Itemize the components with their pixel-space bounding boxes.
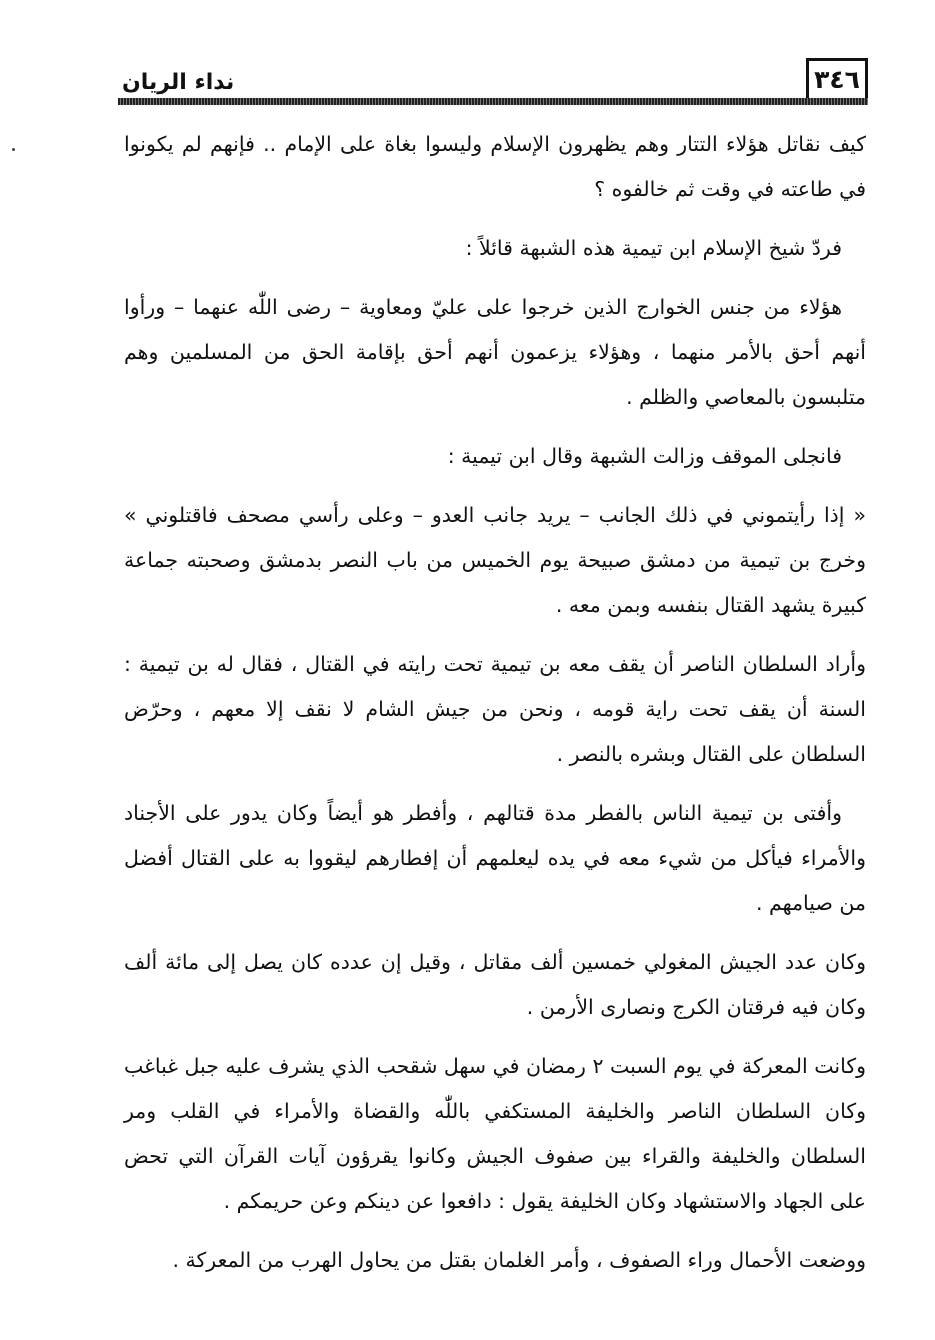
paragraph-doubt-cleared: فانجلى الموقف وزالت الشبهة وقال ابن تيمية :: [447, 444, 842, 468]
paragraph-question: كيف نقاتل هؤلاء التتار وهم يظهرون الإسلام وليسوا بغاة على الإمام .. فإنهم لم يكونوا في طاعته في وقت ثم خالفوه ؟: [124, 132, 866, 201]
scan-speck: [12, 148, 15, 151]
running-title: نداء الريان: [122, 70, 235, 95]
page-body: [124, 122, 866, 1297]
paragraph-baggage: ووضعت الأحمال وراء الصفوف ، وأمر الغلمان بقتل من يحاول الهرب من المعركة .: [172, 1248, 866, 1272]
header-rule: [118, 98, 868, 105]
page-number: ٣٤٦: [806, 58, 868, 98]
paragraph-sultan-banner: وأراد السلطان الناصر أن يقف معه بن تيمية تحت رايته في القتال ، فقال له بن تيمية : السنة أن يقف تحت راية قومه ، ونحن من جيش الشام لا نقف إلا معهم ، وحرّض السلطان على القتال وبشره بالنصر .: [124, 652, 866, 766]
paragraph-battle: وكانت المعركة في يوم السبت ٢ رمضان في سهل شقحب الذي يشرف عليه جبل غباغب وكان السلطان الناصر والخليفة المستكفي باللّٰه والقضاة والأمراء في القلب ومر السلطان والخليفة والقراء بين صفوف الجيش وكانوا يقرؤون آيات القرآن التي تحض على الجهاد والاستشهاد وكان الخليفة يقول : دافعوا عن دينكم وعن حريمكم .: [124, 1054, 866, 1213]
paragraph-quote: « إذا رأيتموني في ذلك الجانب – يريد جانب العدو – وعلى رأسي مصحف فاقتلوني » وخرج بن تيمية من دمشق صبيحة يوم الخميس من باب النصر بدمشق وصحبته جماعة كبيرة يشهد القتال بنفسه وبمن معه .: [124, 503, 866, 617]
paragraph-fasting-fatwa: وأفتى بن تيمية الناس بالفطر مدة قتالهم ، وأفطر هو أيضاً وكان يدور على الأجناد والأمراء فيأكل من شيء معه في يده ليعلمهم أن إفطارهم ليقووا به على القتال أفضل من صيامهم .: [124, 801, 866, 915]
paragraph-reply-intro: فردّ شيخ الإسلام ابن تيمية هذه الشبهة قائلاً :: [465, 236, 842, 260]
paragraph-army-size: وكان عدد الجيش المغولي خمسين ألف مقاتل ، وقيل إن عدده كان يصل إلى مائة ألف وكان فيه فرقتان الكرج ونصارى الأرمن .: [124, 950, 866, 1019]
paragraph-khawarij: هؤلاء من جنس الخوارج الذين خرجوا على عليّ ومعاوية – رضى اللّٰه عنهما – ورأوا أنهم أحق بالأمر منهما ، وهؤلاء يزعمون أنهم أحق بإقامة الحق من المسلمين وهم متلبسون بالمعاصي والظلم .: [124, 295, 866, 409]
page-header: [118, 52, 868, 108]
